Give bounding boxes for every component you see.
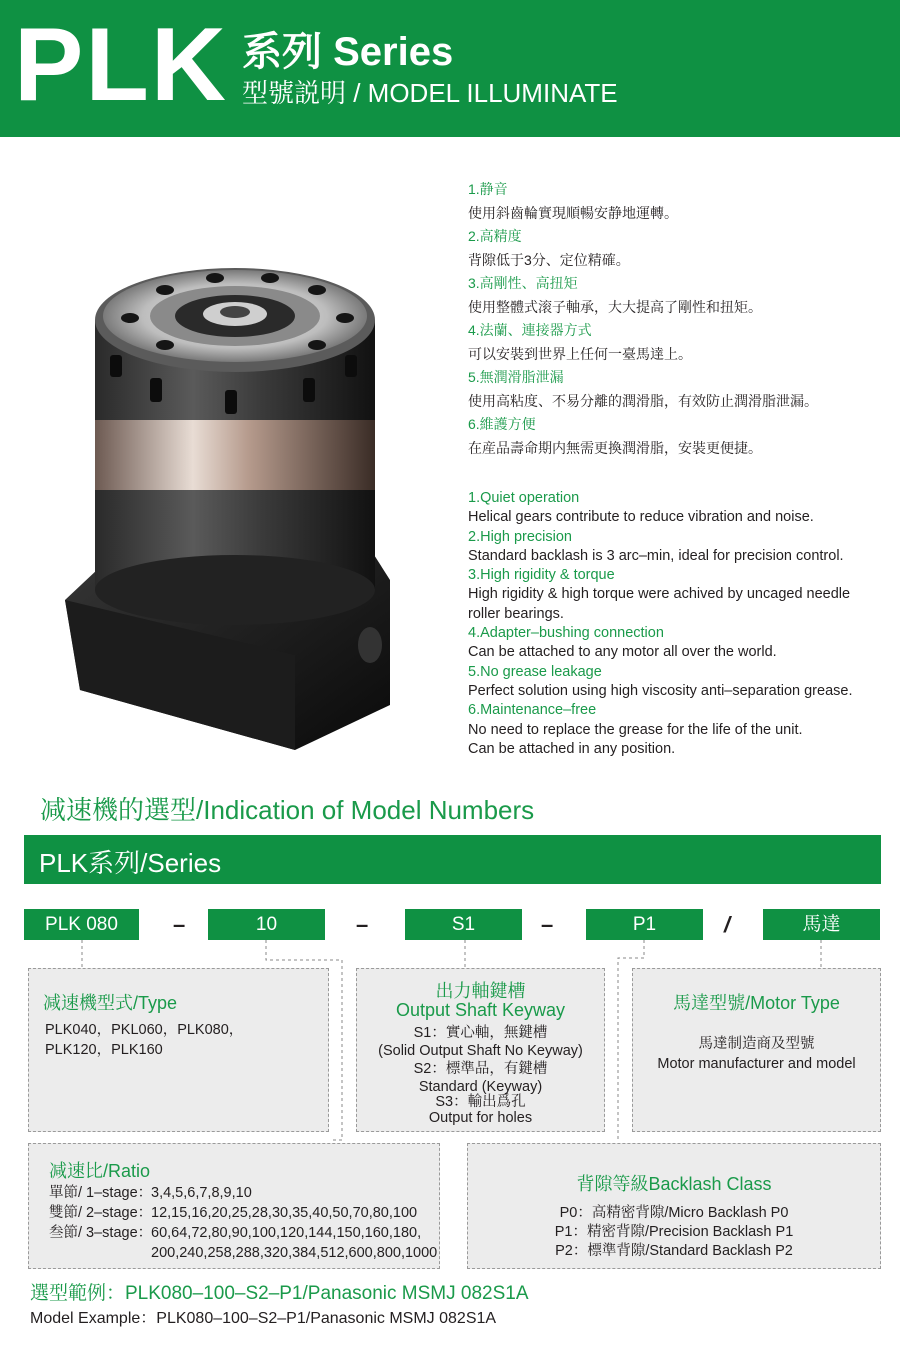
feature-en-heading: 1.Quiet operation xyxy=(468,490,580,506)
header-banner xyxy=(0,0,900,137)
feature-en-text: High rigidity & high torque were achived by uncaged needle xyxy=(468,586,851,603)
feature-cn-text: 背隙低于3分、定位精確。 xyxy=(468,251,630,268)
feature-en-text: No need to replace the grease for the life of the unit. xyxy=(468,721,803,738)
code-slash: / xyxy=(724,912,731,937)
output-shaft-box xyxy=(356,968,605,1132)
series-bar xyxy=(24,835,881,884)
model-example-en: Model Example：PLK080–100–S2–P1/Panasonic MSMJ 082S1A xyxy=(30,1310,497,1327)
series-title: 系列 Series xyxy=(242,30,454,74)
motor-type-line: Motor manufacturer and model xyxy=(657,1056,856,1072)
motor-type-box xyxy=(632,968,881,1132)
output-shaft-title-cn: 出力軸鍵槽 xyxy=(435,981,526,1001)
ratio-box xyxy=(28,1143,440,1269)
backlash-title: 背隙等級Backlash Class xyxy=(576,1174,772,1194)
backlash-line: P1：精密背隙/Precision Backlash P1 xyxy=(554,1224,794,1240)
code-keyway: S1 xyxy=(405,909,522,940)
ratio-stage-label: 叁節/ 3–stage： xyxy=(49,1225,153,1241)
features-english xyxy=(468,489,888,759)
feature-cn-heading: 5.無潤滑脂泄漏 xyxy=(468,369,564,385)
motor-type-title: 馬達型號/Motor Type xyxy=(673,993,840,1013)
ratio-stage-values: 200,240,258,288,320,384,512,600,800,1000 xyxy=(151,1245,438,1261)
feature-cn-heading: 3.高剛性、高扭矩 xyxy=(468,275,578,291)
code-dash: – xyxy=(541,912,554,937)
output-shaft-line: S3：輸出爲孔 xyxy=(435,1094,526,1110)
backlash-line: P0：高精密背隙/Micro Backlash P0 xyxy=(559,1205,789,1221)
ratio-stage-label: 雙節/ 2–stage： xyxy=(49,1205,153,1221)
brand-title: PLK xyxy=(14,7,228,123)
output-shaft-line: S1：實心軸，無鍵槽 xyxy=(413,1025,548,1041)
ratio-stage-values: 60,64,72,80,90,100,120,144,150,160,180, xyxy=(151,1225,422,1241)
backlash-box xyxy=(467,1143,881,1269)
ratio-stage-values: 3,4,5,6,7,8,9,10 xyxy=(151,1185,252,1201)
backlash-line: P2：標準背隙/Standard Backlash P2 xyxy=(555,1243,793,1259)
feature-en-text: Standard backlash is 3 arc–min, ideal for precision control. xyxy=(468,547,844,564)
section-title: 减速機的選型/Indication of Model Numbers xyxy=(40,795,535,825)
output-shaft-line: Output for holes xyxy=(428,1110,533,1126)
series-subtitle: 型號説明 / MODEL ILLUMINATE xyxy=(242,78,618,108)
feature-cn-heading: 1.静音 xyxy=(468,181,508,197)
feature-cn-heading: 4.法蘭、連接器方式 xyxy=(468,322,592,338)
motor-type-line: 馬達制造商及型號 xyxy=(698,1036,815,1052)
code-model: PLK 080 xyxy=(24,909,139,940)
series-bar-label: PLK系列/Series xyxy=(39,848,222,878)
ratio-title: 减速比/Ratio xyxy=(49,1161,151,1181)
type-box-title: 减速機型式/Type xyxy=(43,993,178,1013)
feature-en-heading: 2.High precision xyxy=(468,528,572,545)
output-shaft-title-en: Output Shaft Keyway xyxy=(395,1000,566,1020)
code-backlash: P1 xyxy=(586,909,703,940)
feature-en-text: Can be attached in any position. xyxy=(468,740,676,757)
feature-cn-text: 在産品壽命期内無需更換潤滑脂，安裝更便捷。 xyxy=(468,439,762,456)
feature-en-text: roller bearings. xyxy=(468,605,564,622)
type-box-line: PLK120，PLK160 xyxy=(45,1042,163,1058)
features-chinese xyxy=(468,178,888,460)
feature-en-text: Can be attached to any motor all over the world. xyxy=(468,644,777,661)
ratio-stage-label: 單節/ 1–stage： xyxy=(49,1185,153,1201)
code-dash: – xyxy=(356,912,369,937)
output-shaft-line: (Solid Output Shaft No Keyway) xyxy=(378,1043,583,1059)
feature-en-text: Helical gears contribute to reduce vibration and noise. xyxy=(468,509,814,526)
output-shaft-line: S2：標準品，有鍵槽 xyxy=(413,1061,548,1077)
code-ratio: 10 xyxy=(208,909,325,940)
feature-en-heading: 6.Maintenance–free xyxy=(468,702,597,719)
code-dash: – xyxy=(173,912,186,937)
feature-en-heading: 3.High rigidity & torque xyxy=(468,567,615,584)
feature-cn-text: 使用整體式滚子軸承，大大提高了剛性和扭矩。 xyxy=(468,298,762,315)
feature-cn-heading: 6.維護方便 xyxy=(468,416,536,432)
model-example-cn: 選型範例：PLK080–100–S2–P1/Panasonic MSMJ 082S1A xyxy=(30,1283,529,1304)
feature-cn-text: 使用高粘度、不易分離的潤滑脂，有效防止潤滑脂泄漏。 xyxy=(468,392,818,409)
ratio-stage-values: 12,15,16,20,25,28,30,35,40,50,70,80,100 xyxy=(151,1205,418,1221)
type-box xyxy=(28,968,329,1132)
feature-cn-text: 可以安裝到世界上任何一臺馬達上。 xyxy=(468,345,692,362)
output-shaft-line: Standard (Keyway) xyxy=(418,1079,543,1095)
gearbox-product-image xyxy=(55,250,400,750)
feature-en-heading: 5.No grease leakage xyxy=(468,663,602,680)
feature-cn-text: 使用斜齒輪實現順暢安静地運轉。 xyxy=(468,204,678,221)
feature-cn-heading: 2.高精度 xyxy=(468,228,522,244)
type-box-line: PLK040，PKL060，PLK080， xyxy=(45,1022,244,1038)
code-motor: 馬達 xyxy=(763,909,880,940)
feature-en-heading: 4.Adapter–bushing connection xyxy=(468,625,664,642)
feature-en-text: Perfect solution using high viscosity anti–separation grease. xyxy=(468,682,853,699)
